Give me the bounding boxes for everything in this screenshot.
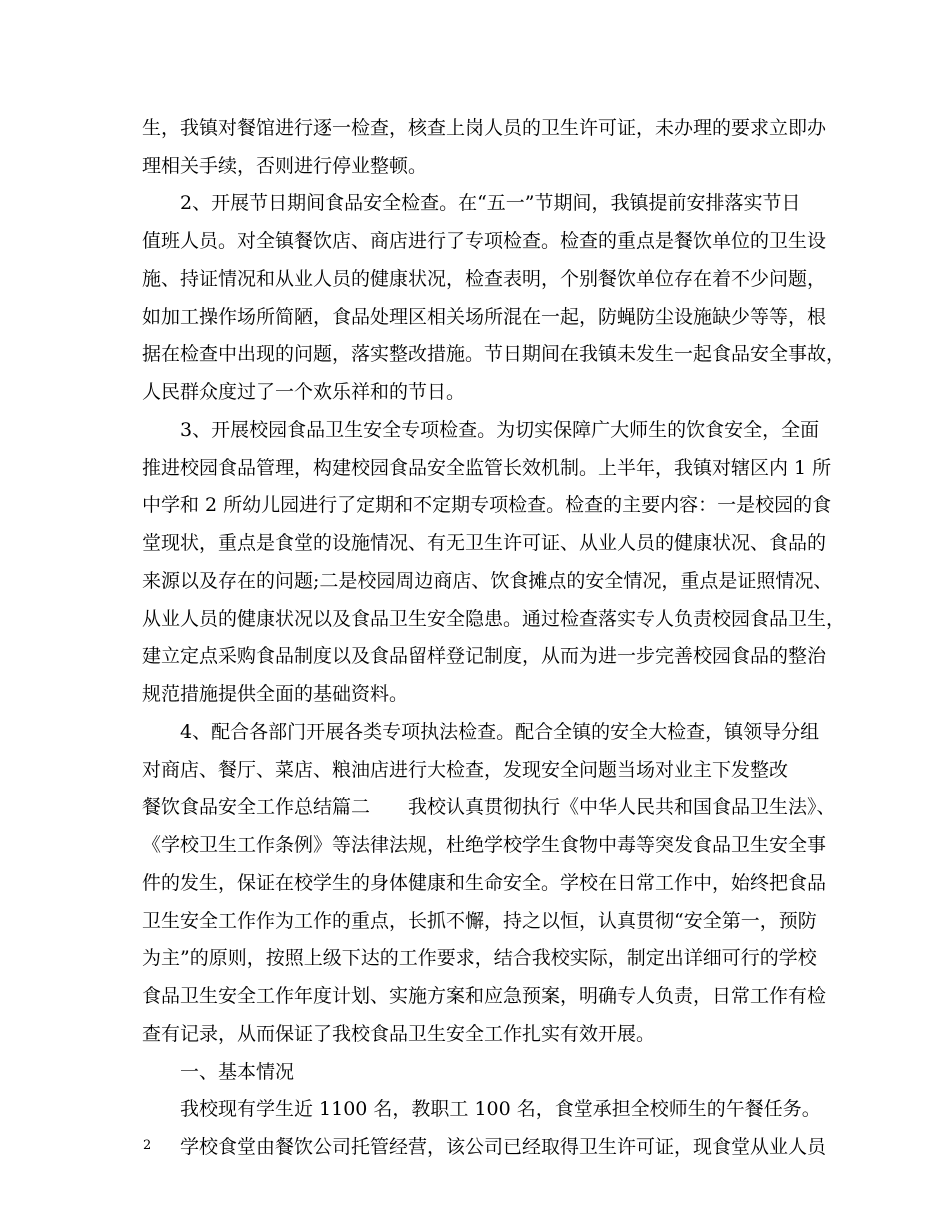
text-line-9: 3、开展校园食品卫生安全专项检查。为切实保障广大师生的饮食安全，全面 — [180, 419, 820, 441]
text-line-24: 食品卫生安全工作年度计划、实施方案和应急预案，明确专人负责，日常工作有检 — [142, 985, 827, 1007]
text-line-19: 餐饮食品安全工作总结篇二 我校认真贯彻执行《中华人民共和国食品卫生法》、 — [142, 796, 836, 818]
text-line-26: 一、基本情况 — [180, 1061, 295, 1083]
text-line-6: 如加工操作场所简陋，食品处理区相关场所混在一起，防蝇防尘设施缺少等等，根 — [142, 306, 827, 328]
text-line-25: 查有记录，从而保证了我校食品卫生安全工作扎实有效开展。 — [142, 1023, 656, 1045]
text-line-22: 卫生安全工作作为工作的重点，长抓不懈，持之以恒，认真贯彻“安全第一，预防 — [142, 910, 817, 932]
text-line-14: 从业人员的健康状况以及食品卫生安全隐患。通过检查落实专人负责校园食品卫生， — [142, 608, 846, 630]
text-line-3: 2、开展节日期间食品安全检查。在“五一”节期间，我镇提前安排落实节日 — [180, 192, 801, 214]
page-number: 2 — [143, 1138, 152, 1153]
text-line-27: 我校现有学生近 1100 名，教职工 100 名，食堂承担全校师生的午餐任务。 — [180, 1098, 821, 1120]
text-line-28: 学校食堂由餐饮公司托管经营，该公司已经取得卫生许可证，现食堂从业人员 — [180, 1136, 827, 1158]
text-line-4: 值班人员。对全镇餐饮店、商店进行了专项检查。检查的重点是餐饮单位的卫生设 — [142, 230, 827, 252]
text-line-11: 中学和 2 所幼儿园进行了定期和不定期专项检查。检查的主要内容：一是校园的食 — [142, 494, 832, 516]
text-line-16: 规范措施提供全面的基础资料。 — [142, 683, 409, 705]
text-line-5: 施、持证情况和从业人员的健康状况，检查表明，个别餐饮单位存在着不少问题， — [142, 268, 827, 290]
text-line-17: 4、配合各部门开展各类专项执法检查。配合全镇的安全大检查，镇领导分组 — [180, 721, 820, 743]
text-line-1: 生，我镇对餐馆进行逐一检查，核查上岗人员的卫生许可证，未办理的要求立即办 — [142, 117, 827, 139]
text-line-10: 推进校园食品管理，构建校园食品安全监管长效机制。上半年，我镇对辖区内 1 所 — [142, 457, 832, 479]
text-line-13: 来源以及存在的问题;二是校园周边商店、饮食摊点的安全情况，重点是证照情况、 — [142, 570, 833, 592]
text-line-8: 人民群众度过了一个欢乐祥和的节日。 — [142, 381, 466, 403]
text-line-15: 建立定点采购食品制度以及食品留样登记制度，从而为进一步完善校园食品的整治 — [142, 645, 827, 667]
text-line-7: 据在检查中出现的问题，落实整改措施。节日期间在我镇未发生一起食品安全事故， — [142, 343, 846, 365]
text-line-23: 为主”的原则，按照上级下达的工作要求，结合我校实际，制定出详细可行的学校 — [142, 947, 817, 969]
text-line-20: 《学校卫生工作条例》等法律法规，杜绝学校学生食物中毒等突发食品卫生安全事 — [142, 834, 827, 856]
text-line-21: 件的发生，保证在校学生的身体健康和生命安全。学校在日常工作中，始终把食品 — [142, 872, 827, 894]
text-line-2: 理相关手续，否则进行停业整顿。 — [142, 155, 428, 177]
text-line-12: 堂现状，重点是食堂的设施情况、有无卫生许可证、从业人员的健康状况、食品的 — [142, 532, 827, 554]
text-line-18: 对商店、餐厅、菜店、粮油店进行大检查，发现安全问题当场对业主下发整改 — [142, 759, 789, 781]
